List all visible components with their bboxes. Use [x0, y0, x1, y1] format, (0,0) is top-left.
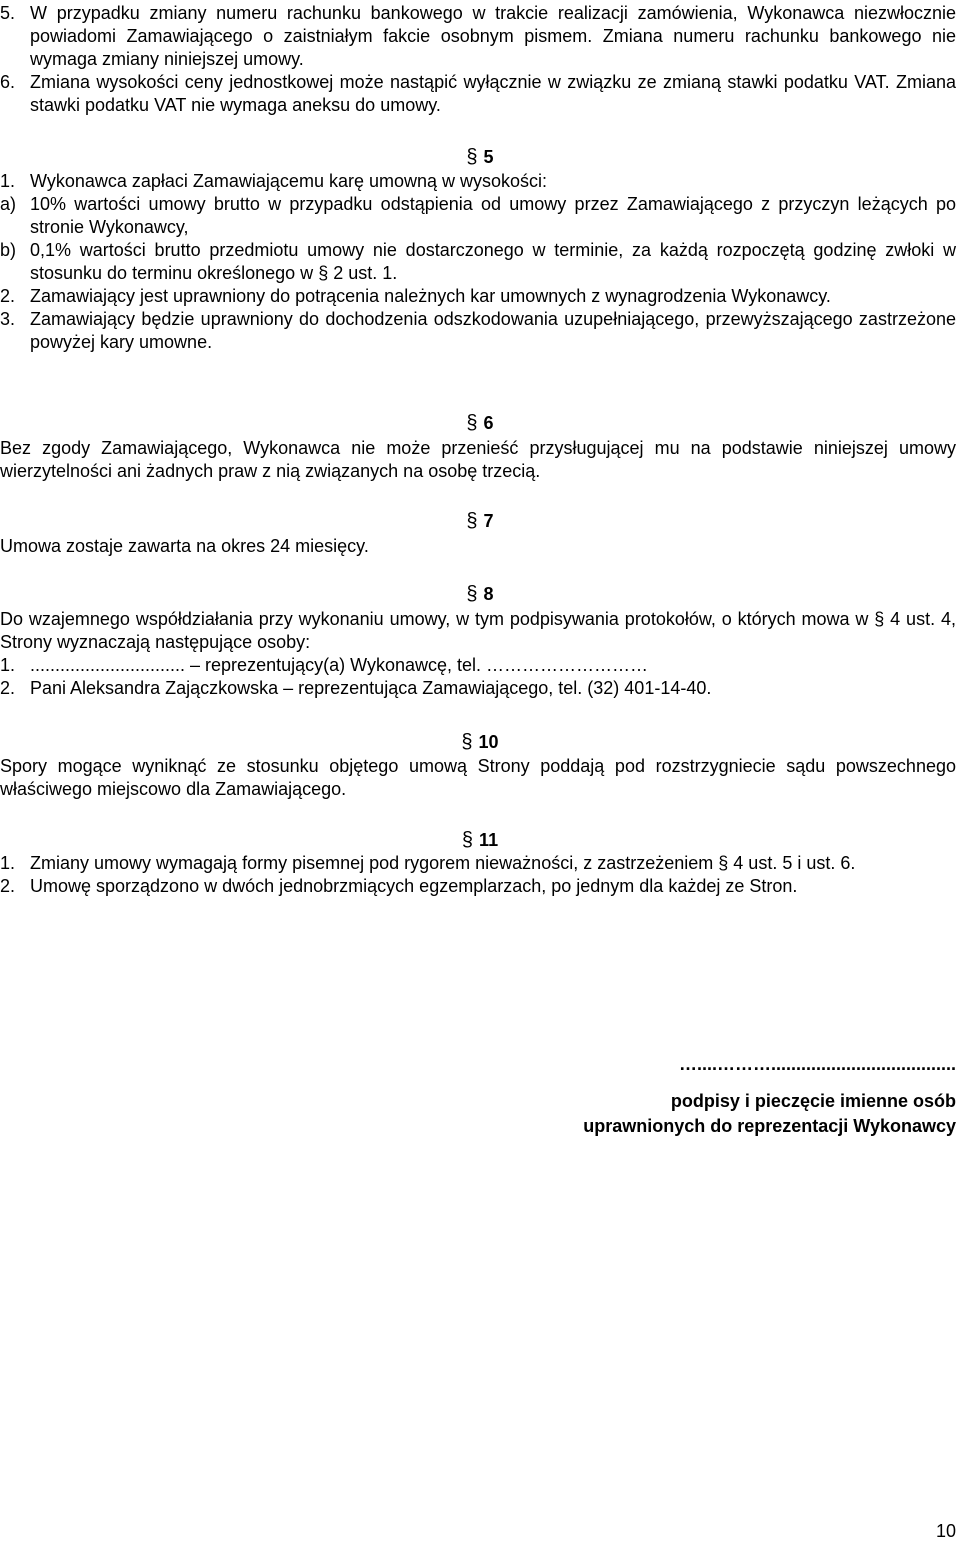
item-number: 5.	[0, 3, 16, 23]
section-symbol: §	[874, 609, 885, 629]
item-text: W przypadku zmiany numeru rachunku bankowego w trakcie realizacji zamówienia, Wykonawca niezwłocznie powiadomi Zamawiającego o zaistniałym fakcie osobnym pismem. Zmiana numeru rachunku bankowego nie wymaga zmiany niniejszej umowy.	[30, 3, 956, 69]
section-8-heading	[0, 583, 960, 606]
s8-intro	[0, 608, 956, 654]
section-symbol: §	[461, 731, 473, 753]
item-text: Zmiana wysokości ceny jednostkowej może nastąpić wyłącznie w związku ze zmianą stawki podatku VAT. Zmiana stawki podatku VAT nie wymaga aneksu do umowy.	[30, 72, 956, 115]
item-number: 1.	[0, 171, 16, 191]
item-number: b)	[0, 240, 17, 260]
item-text-ref: 2 ust. 1.	[333, 263, 398, 283]
item-text-ref: 4 ust. 5 i ust. 6.	[733, 853, 856, 873]
item-text: Wykonawca zapłaci Zamawiającemu karę umowną w wysokości:	[30, 171, 548, 191]
intro-item-6	[0, 71, 956, 117]
item-text: Umowę sporządzono w dwóch jednobrzmiących egzemplarzach, po jednym dla każdej ze Stron.	[30, 876, 798, 896]
section-symbol: §	[461, 829, 474, 851]
paragraph-text: Bez zgody Zamawiającego, Wykonawca nie może przenieść przysługującej mu na podstawie niniejszej umowy wierzytelności ani żadnych praw z nią związanych na osobę trzecią.	[0, 438, 956, 481]
item-number: 2.	[0, 876, 16, 896]
section-6-body	[0, 437, 956, 483]
intro-item-5	[0, 2, 956, 71]
item-number: 2.	[0, 678, 16, 698]
signature-dots: …....……….....................................	[678, 1054, 956, 1074]
intro-section	[0, 2, 956, 117]
s5-item-2	[0, 285, 956, 308]
section-10-heading	[0, 731, 960, 754]
section-5-heading	[0, 146, 960, 169]
section-number: 6	[483, 413, 494, 433]
section-number: 11	[479, 830, 499, 850]
item-number: 2.	[0, 286, 16, 306]
section-8-body	[0, 608, 956, 654]
section-number: 7	[483, 511, 494, 531]
section-symbol: §	[466, 583, 478, 605]
s5-sub-b	[0, 239, 956, 285]
item-text: Zamawiający jest uprawniony do potrącenia należnych kar umownych z wynagrodzenia Wykonawcy.	[30, 286, 831, 306]
section-5-body	[0, 170, 956, 354]
section-6-heading	[0, 412, 960, 435]
s5-sub-a	[0, 193, 956, 239]
page-number: 10	[935, 1521, 956, 1541]
section-11-body	[0, 852, 956, 898]
item-text: ............................... – reprezentujący(a) Wykonawcę, tel. ………………………	[30, 655, 648, 675]
section-number: 10	[478, 732, 499, 752]
section-10-body	[0, 755, 956, 801]
item-text: 0,1% wartości brutto przedmiotu umowy nie dostarczonego w terminie, za każdą rozpoczętą godzinę zwłoki w stosunku do terminu określonego w	[30, 240, 956, 283]
item-number: 1.	[0, 853, 16, 873]
section-7-body	[0, 535, 956, 558]
paragraph-text-ref: 4 ust. 4, Strony wyznaczają następujące osoby:	[0, 609, 956, 652]
item-number: 6.	[0, 72, 16, 92]
paragraph-text: Spory mogące wyniknąć ze stosunku objętego umową Strony poddają pod rozstrzygniecie sądu powszechnego właściwego miejscowo dla Zamawiającego.	[0, 756, 956, 799]
section-8-list	[0, 654, 956, 700]
section-symbol: §	[466, 510, 478, 532]
item-number: 3.	[0, 309, 16, 329]
item-text: Zmiany umowy wymagają formy pisemnej pod rygorem nieważności, z zastrzeżeniem	[30, 853, 714, 873]
s11-item-1	[0, 852, 956, 875]
s5-item-3	[0, 308, 956, 354]
s5-item-1	[0, 170, 956, 193]
section-7-heading	[0, 510, 960, 533]
item-text: Zamawiający będzie uprawniony do dochodzenia odszkodowania uzupełniającego, przewyższającego zastrzeżone powyżej kary umowne.	[30, 309, 956, 352]
s8-item-2	[0, 677, 956, 700]
item-number: a)	[0, 194, 17, 214]
item-text: Pani Aleksandra Zajączkowska – reprezentująca Zamawiającego, tel. (32) 401-14-40.	[30, 678, 712, 698]
item-number: 1.	[0, 655, 16, 675]
signature-line-1: podpisy i pieczęcie imienne osób	[670, 1091, 956, 1111]
section-symbol: §	[466, 412, 478, 434]
signature-line-2: uprawnionych do reprezentacji Wykonawcy	[583, 1116, 956, 1136]
paragraph-text: Do wzajemnego współdziałania przy wykonaniu umowy, w tym podpisywania protokołów, o których mowa w	[0, 609, 869, 629]
section-number: 8	[483, 584, 494, 604]
paragraph-text: Umowa zostaje zawarta na okres 24 miesięcy.	[0, 536, 369, 556]
item-text: 10% wartości umowy brutto w przypadku odstąpienia od umowy przez Zamawiającego z przyczyn leżących po stronie Wykonawcy,	[30, 194, 956, 237]
section-symbol: §	[718, 853, 729, 873]
section-symbol: §	[466, 146, 478, 168]
section-number: 5	[483, 147, 494, 167]
s11-item-2	[0, 875, 956, 898]
section-11-heading	[0, 829, 960, 852]
signature-block	[583, 1052, 956, 1139]
s8-item-1	[0, 654, 956, 677]
section-symbol: §	[318, 263, 329, 283]
